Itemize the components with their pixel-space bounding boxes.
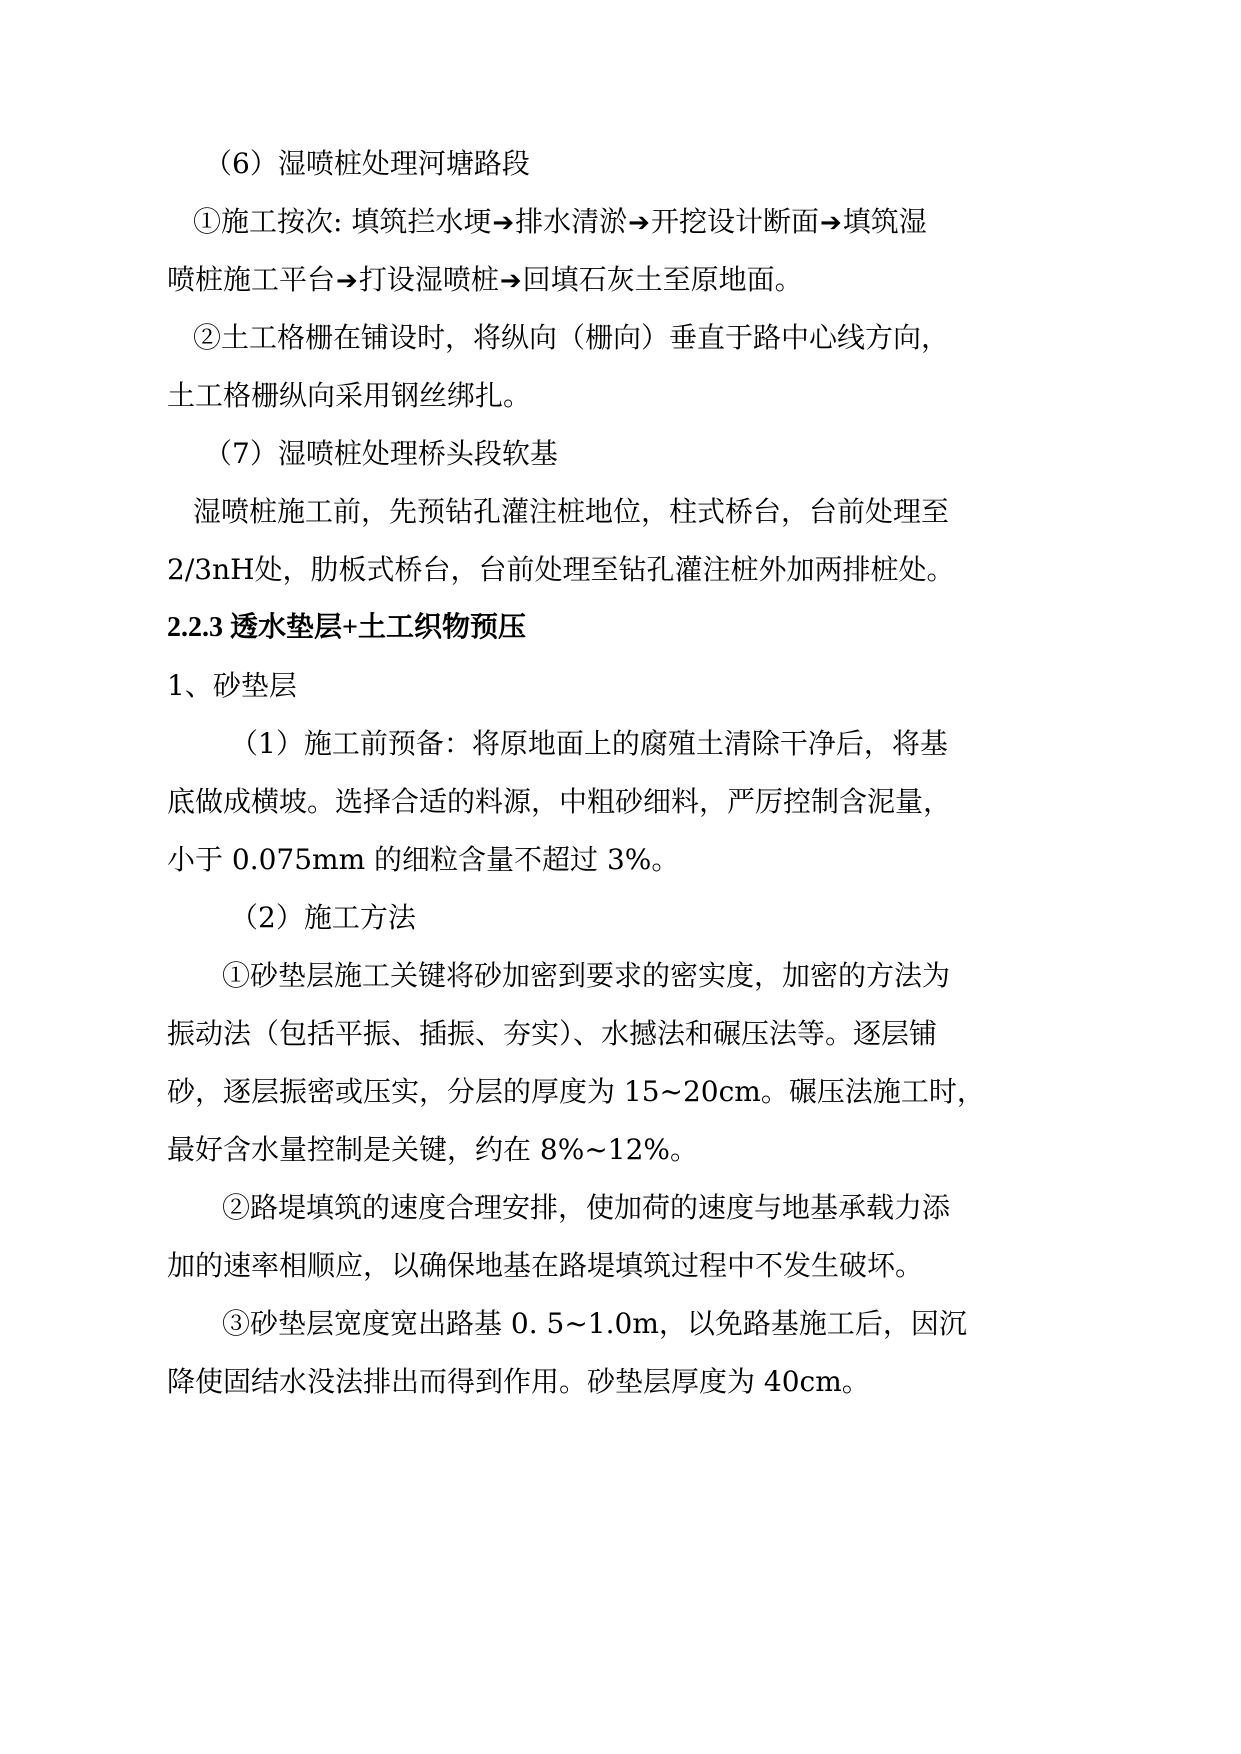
section-heading: 2.2.3 透水垫层+土工织物预压 — [167, 612, 526, 643]
right-arrow-icon: ➔ — [499, 266, 522, 296]
paragraph-line: （7）湿喷桩处理桥头段软基 — [204, 437, 558, 470]
paragraph-line: 底做成横坡。选择合适的料源，中粗砂细料，严厉控制含泥量， — [167, 785, 952, 818]
text-run: 填筑湿 — [842, 205, 927, 238]
paragraph-line: 小于 0.075mm 的细粒含量不超过 3%。 — [167, 843, 680, 876]
paragraph-line: （2）施工方法 — [230, 901, 416, 934]
paragraph-line: ③砂垫层宽度宽出路基 0. 5~1.0m，以免路基施工后，因沉 — [222, 1307, 967, 1340]
text-run: 打设湿喷桩 — [358, 263, 499, 296]
paragraph-line — [167, 260, 803, 300]
right-arrow-icon: ➔ — [819, 208, 842, 238]
paragraph-line: 加的速率相顺应，以确保地基在路堤填筑过程中不发生破坏。 — [167, 1249, 924, 1282]
paragraph-line: 湿喷桩施工前，先预钻孔灌注桩地位，柱式桥台，台前处理至 — [193, 495, 950, 528]
paragraph-line: ②土工格栅在铺设时，将纵向（栅向）垂直于路中心线方向， — [193, 321, 950, 354]
right-arrow-icon: ➔ — [492, 208, 515, 238]
paragraph-line: 降使固结水没法排出而得到作用。砂垫层厚度为 40cm。 — [167, 1365, 870, 1398]
text-run: 喷桩施工平台 — [167, 263, 336, 296]
paragraph-line — [193, 202, 927, 242]
text-run: 回填石灰土至原地面。 — [522, 263, 803, 296]
paragraph-line: ②路堤填筑的速度合理安排，使加荷的速度与地基承载力添 — [222, 1191, 951, 1224]
paragraph-line: ①砂垫层施工关键将砂加密到要求的密实度，加密的方法为 — [222, 959, 951, 992]
text-run: 开挖设计断面 — [650, 205, 819, 238]
text-run: ①施工按次: 填筑拦水埂 — [193, 205, 492, 238]
right-arrow-icon: ➔ — [336, 266, 358, 296]
paragraph-line: （6）湿喷桩处理河塘路段 — [204, 147, 530, 180]
paragraph-line: 最好含水量控制是关键，约在 8%~12%。 — [167, 1133, 699, 1166]
right-arrow-icon: ➔ — [628, 208, 650, 238]
paragraph-line: 土工格栅纵向采用钢丝绑扎。 — [167, 379, 532, 412]
paragraph-line: 振动法（包括平振、插振、夯实）、水撼法和碾压法等。逐层铺 — [167, 1017, 938, 1050]
paragraph-line: （1）施工前预备：将原地面上的腐殖土清除干净后，将基 — [230, 727, 948, 760]
paragraph-line: 2/3nH处，肋板式桥台，台前处理至钻孔灌注桩外加两排桩处。 — [167, 553, 955, 586]
subsection-title: 1、砂垫层 — [167, 669, 297, 702]
text-run: 排水清淤 — [515, 205, 628, 238]
paragraph-line: 砂，逐层振密或压实，分层的厚度为 15~20cm。碾压法施工时， — [167, 1075, 985, 1108]
